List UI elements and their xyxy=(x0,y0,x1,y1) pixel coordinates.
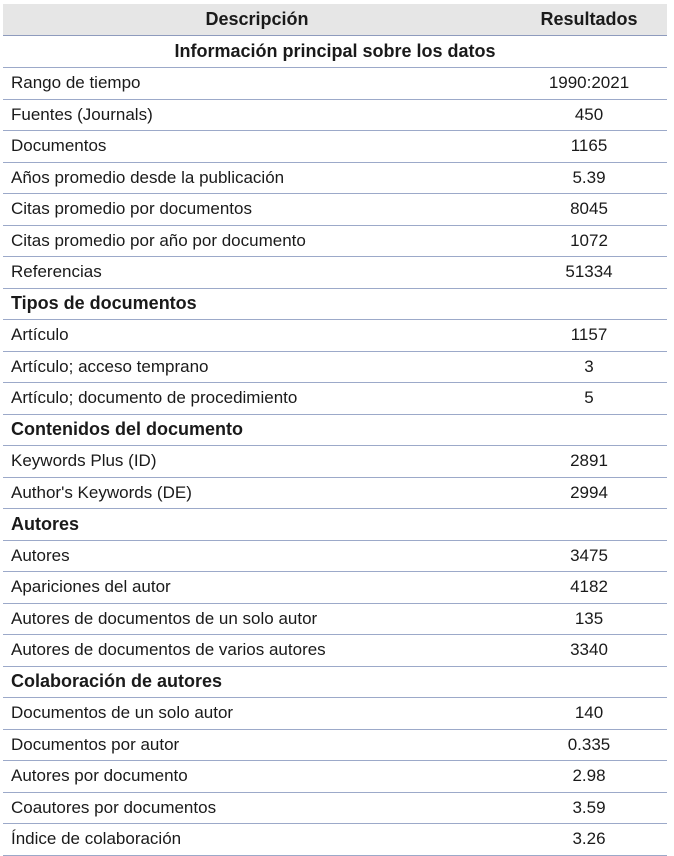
table-row xyxy=(3,792,667,824)
row-value: 3 xyxy=(511,351,667,383)
table-row xyxy=(3,99,667,131)
table-row xyxy=(3,635,667,667)
table-row xyxy=(3,257,667,289)
table-row xyxy=(3,729,667,761)
row-label: Coautores por documentos xyxy=(3,792,511,824)
row-value: 4182 xyxy=(511,572,667,604)
row-label: Keywords Plus (ID) xyxy=(3,446,511,478)
section-row xyxy=(3,414,667,446)
table-row xyxy=(3,194,667,226)
table-row xyxy=(3,761,667,793)
table-row xyxy=(3,477,667,509)
row-label: Autores de documentos de varios autores xyxy=(3,635,511,667)
section-title: Colaboración de autores xyxy=(3,666,667,698)
row-label: Fuentes (Journals) xyxy=(3,99,511,131)
row-value: 0.335 xyxy=(511,729,667,761)
table-row xyxy=(3,68,667,100)
row-value: 140 xyxy=(511,698,667,730)
section-title: Contenidos del documento xyxy=(3,414,667,446)
table-row xyxy=(3,131,667,163)
row-value: 2.98 xyxy=(511,761,667,793)
section-title: Autores xyxy=(3,509,667,541)
row-label: Referencias xyxy=(3,257,511,289)
row-value: 1165 xyxy=(511,131,667,163)
row-value: 5.39 xyxy=(511,162,667,194)
row-value: 3.59 xyxy=(511,792,667,824)
row-value: 135 xyxy=(511,603,667,635)
table-row xyxy=(3,225,667,257)
row-label: Documentos xyxy=(3,131,511,163)
table-row xyxy=(3,824,667,856)
row-label: Artículo; acceso temprano xyxy=(3,351,511,383)
section-row xyxy=(3,509,667,541)
row-label: Rango de tiempo xyxy=(3,68,511,100)
row-value: 8045 xyxy=(511,194,667,226)
main-section-row xyxy=(3,36,667,68)
row-value: 3.26 xyxy=(511,824,667,856)
header-results: Resultados xyxy=(511,4,667,36)
row-label: Años promedio desde la publicación xyxy=(3,162,511,194)
row-label: Apariciones del autor xyxy=(3,572,511,604)
row-value: 1157 xyxy=(511,320,667,352)
table-row xyxy=(3,446,667,478)
row-label: Citas promedio por año por documento xyxy=(3,225,511,257)
row-value: 5 xyxy=(511,383,667,415)
row-value: 1990:2021 xyxy=(511,68,667,100)
section-title: Tipos de documentos xyxy=(3,288,667,320)
header-description: Descripción xyxy=(3,4,511,36)
table-row xyxy=(3,162,667,194)
table-row xyxy=(3,603,667,635)
row-label: Documentos por autor xyxy=(3,729,511,761)
row-value: 1072 xyxy=(511,225,667,257)
section-row xyxy=(3,288,667,320)
row-value: 450 xyxy=(511,99,667,131)
table-header xyxy=(3,4,667,36)
row-value: 3475 xyxy=(511,540,667,572)
table-row xyxy=(3,383,667,415)
row-value: 51334 xyxy=(511,257,667,289)
row-value: 2994 xyxy=(511,477,667,509)
row-label: Artículo; documento de procedimiento xyxy=(3,383,511,415)
main-section-title: Información principal sobre los datos xyxy=(3,36,667,68)
row-label: Author's Keywords (DE) xyxy=(3,477,511,509)
row-label: Autores de documentos de un solo autor xyxy=(3,603,511,635)
table-row xyxy=(3,540,667,572)
row-label: Citas promedio por documentos xyxy=(3,194,511,226)
row-label: Índice de colaboración xyxy=(3,824,511,856)
section-row xyxy=(3,666,667,698)
table-row xyxy=(3,572,667,604)
row-label: Artículo xyxy=(3,320,511,352)
row-label: Autores xyxy=(3,540,511,572)
summary-table xyxy=(3,4,667,856)
table-row xyxy=(3,351,667,383)
row-label: Documentos de un solo autor xyxy=(3,698,511,730)
table-row xyxy=(3,698,667,730)
row-label: Autores por documento xyxy=(3,761,511,793)
row-value: 2891 xyxy=(511,446,667,478)
row-value: 3340 xyxy=(511,635,667,667)
table-row xyxy=(3,320,667,352)
